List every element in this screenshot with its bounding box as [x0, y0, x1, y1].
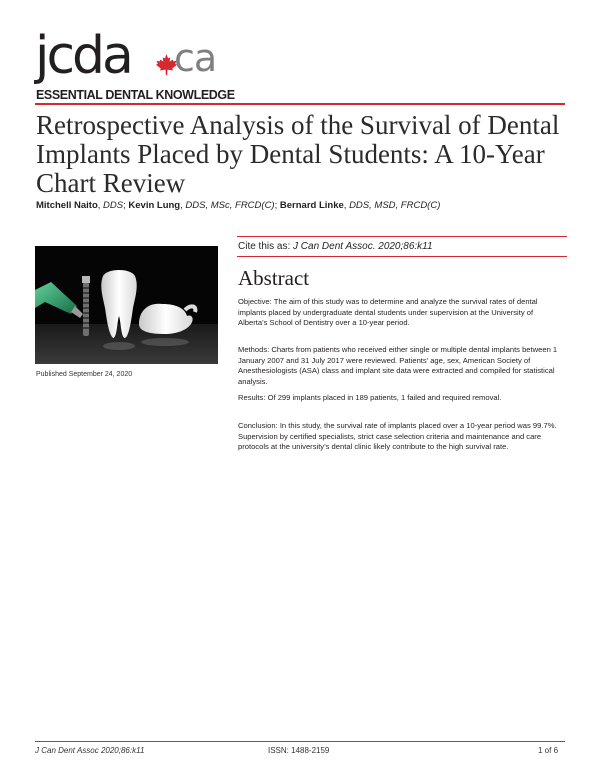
logo-main-text: jcda: [35, 26, 131, 86]
implant-teeth-illustration: [35, 246, 218, 364]
section-label: Objective:: [238, 297, 272, 306]
section-label: Methods:: [238, 345, 270, 354]
abstract-heading: Abstract: [238, 266, 310, 290]
footer-issn: ISSN: 1488-2159: [268, 746, 330, 755]
author-name: Bernard Linke: [279, 200, 344, 211]
author-credentials: DDS, MSD, FRCD(C): [349, 200, 441, 211]
footer-page-number: 1 of 6: [538, 746, 559, 755]
logo-tld-text: ca: [174, 36, 217, 80]
header-rule: [35, 103, 565, 105]
article-title: Retrospective Analysis of the Survival of Dental Implants Placed by Dental Students: A 10-Year Chart Review: [36, 110, 560, 198]
jcda-logo: [35, 26, 275, 88]
cite-rule-bottom: [237, 256, 567, 257]
section-text: Charts from patients who received either single or multiple dental implants between 1 January 2007 and 31 July 2017 were reviewed. Patients’ age, sex, American Society of Anesthesiologists (ASA) class and implant site data were extracted and compiled for statistical analysis.: [238, 345, 558, 386]
author-credentials: DDS: [103, 200, 124, 211]
author-list: Mitchell Naito, DDS; Kevin Lung, DDS, MSc, FRCD(C); Bernard Linke, DDS, MSD, FRCD(C): [36, 200, 441, 211]
abstract-conclusion: [238, 421, 563, 453]
cite-label: Cite this as:: [238, 241, 291, 252]
citation: [238, 241, 433, 252]
author-name: Kevin Lung: [128, 200, 181, 211]
footer-journal: [35, 746, 144, 755]
abstract-objective: [238, 297, 563, 329]
author-credentials: DDS, MSc, FRCD(C): [185, 200, 275, 211]
section-label: Results:: [238, 393, 266, 402]
abstract-results: [238, 393, 563, 404]
cite-rule-top: [237, 236, 567, 237]
footer-journal-text: J Can Dent Assoc 2020;86:k11: [35, 746, 145, 755]
dental-implant-photo: [35, 246, 218, 364]
section-text: The aim of this study was to determine and analyze the survival rates of dental implants placed by undergraduate dental students under supervision at the University of Alberta’s School of Dentistry over a 10-year period.: [238, 297, 538, 328]
section-label: Conclusion:: [238, 421, 278, 430]
abstract-methods: [238, 345, 563, 387]
section-text: In this study, the survival rate of implants placed over a 10-year period was 99.7%. Supervision by certified specialists, strict case selection criteria and maintenance and care protocols at the university’s dental clinic likely contribute to the high survival rate.: [238, 421, 557, 452]
cite-reference: J Can Dent Assoc. 2020;86:k11: [293, 241, 433, 252]
footer-rule: [35, 741, 565, 742]
section-text: Of 299 implants placed in 189 patients, 1 failed and required removal.: [267, 393, 502, 402]
author-name: Mitchell Naito: [36, 200, 98, 211]
tagline: ESSENTIAL DENTAL KNOWLEDGE: [36, 88, 235, 102]
published-date: Published September 24, 2020: [36, 371, 133, 378]
